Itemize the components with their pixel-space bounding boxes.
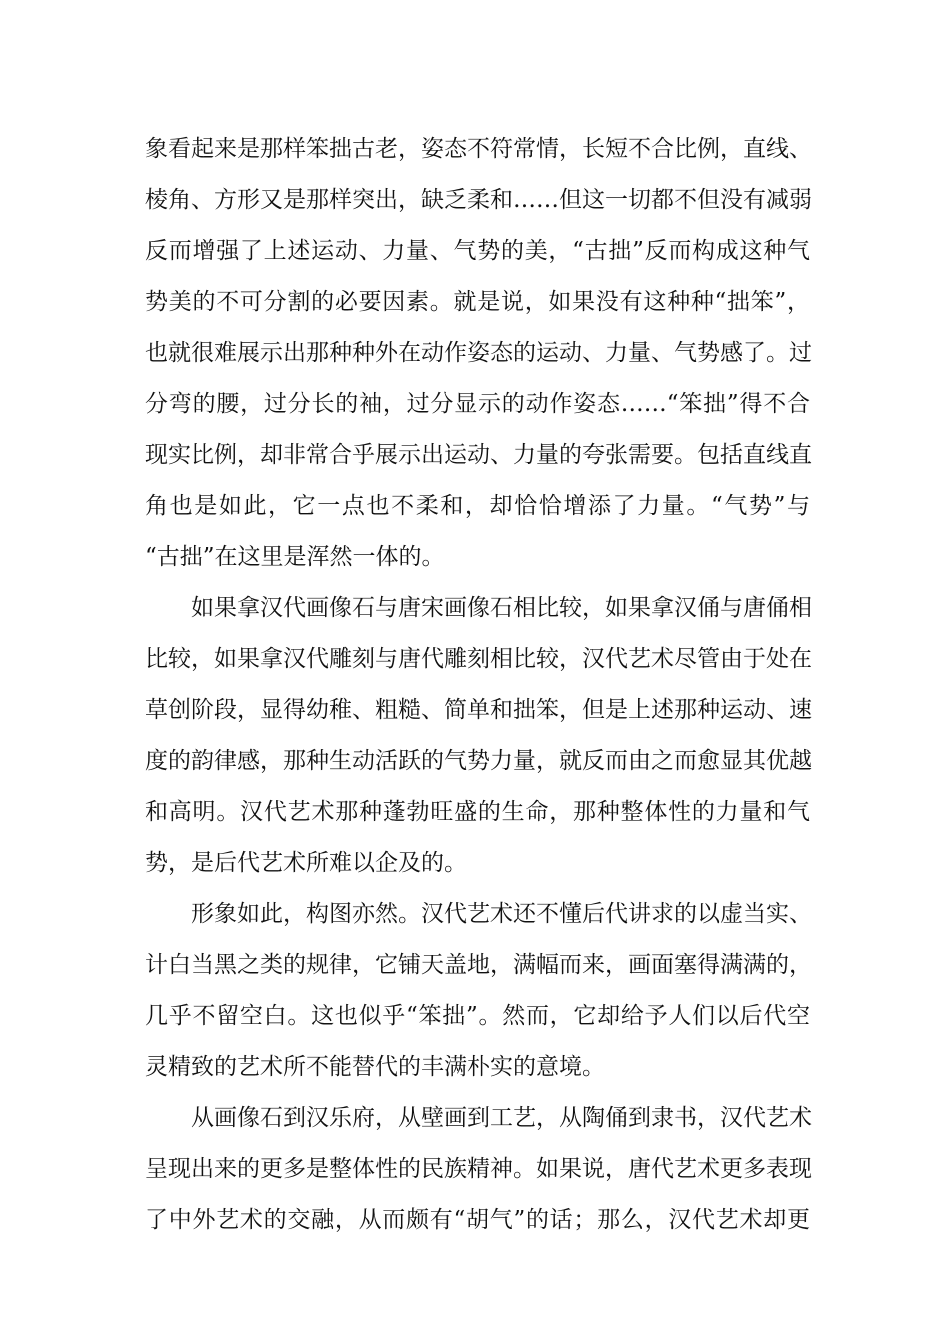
text-line: 草创阶段，显得幼稚、粗糙、简单和拙笨，但是上述那种运动、速	[145, 697, 812, 723]
text-line: 角也是如此，它一点也不柔和，却恰恰增添了力量。“气势”与	[145, 493, 810, 519]
text-line: 了中外艺术的交融，从而颇有“胡气”的话；那么，汉代艺术却更	[145, 1207, 810, 1233]
text-line: 也就很难展示出那种种外在动作姿态的运动、力量、气势感了。过	[145, 340, 812, 366]
text-line: 反而增强了上述运动、力量、气势的美，“古拙”反而构成这种气	[145, 238, 810, 264]
text-line: 势，是后代艺术所难以企及的。	[145, 850, 467, 876]
text-line: 度的韵律感，那种生动活跃的气势力量，就反而由之而愈显其优越	[145, 748, 812, 774]
text-line: 从画像石到汉乐府，从壁画到工艺，从陶俑到隶书，汉代艺术	[145, 1105, 812, 1131]
text-line: 形象如此，构图亦然。汉代艺术还不懂后代讲求的以虚当实、	[145, 901, 812, 927]
text-line: 现实比例，却非常合乎展示出运动、力量的夸张需要。包括直线直	[145, 442, 812, 468]
text-line: 计白当黑之类的规律，它铺天盖地，满幅而来，画面塞得满满的，	[145, 952, 812, 978]
text-line: 分弯的腰，过分长的袖，过分显示的动作姿态……“笨拙”得不合	[145, 391, 810, 417]
text-line: 和高明。汉代艺术那种蓬勃旺盛的生命，那种整体性的力量和气	[145, 799, 810, 825]
text-line: 势美的不可分割的必要因素。就是说，如果没有这种种“拙笨”，	[145, 289, 810, 315]
text-line: 比较，如果拿汉代雕刻与唐代雕刻相比较，汉代艺术尽管由于处在	[145, 646, 812, 672]
text-line: 呈现出来的更多是整体性的民族精神。如果说，唐代艺术更多表现	[145, 1156, 812, 1182]
body-text	[145, 124, 810, 1246]
text-line: 棱角、方形又是那样突出，缺乏柔和……但这一切都不但没有减弱	[145, 187, 812, 213]
text-line: 如果拿汉代画像石与唐宋画像石相比较，如果拿汉俑与唐俑相	[145, 595, 812, 621]
text-line: 象看起来是那样笨拙古老，姿态不符常情，长短不合比例，直线、	[145, 136, 812, 162]
text-line: 灵精致的艺术所不能替代的丰满朴实的意境。	[145, 1054, 605, 1080]
text-line: “古拙”在这里是浑然一体的。	[145, 544, 445, 570]
text-line: 几乎不留空白。这也似乎“笨拙”。然而，它却给予人们以后代空	[145, 1003, 810, 1029]
